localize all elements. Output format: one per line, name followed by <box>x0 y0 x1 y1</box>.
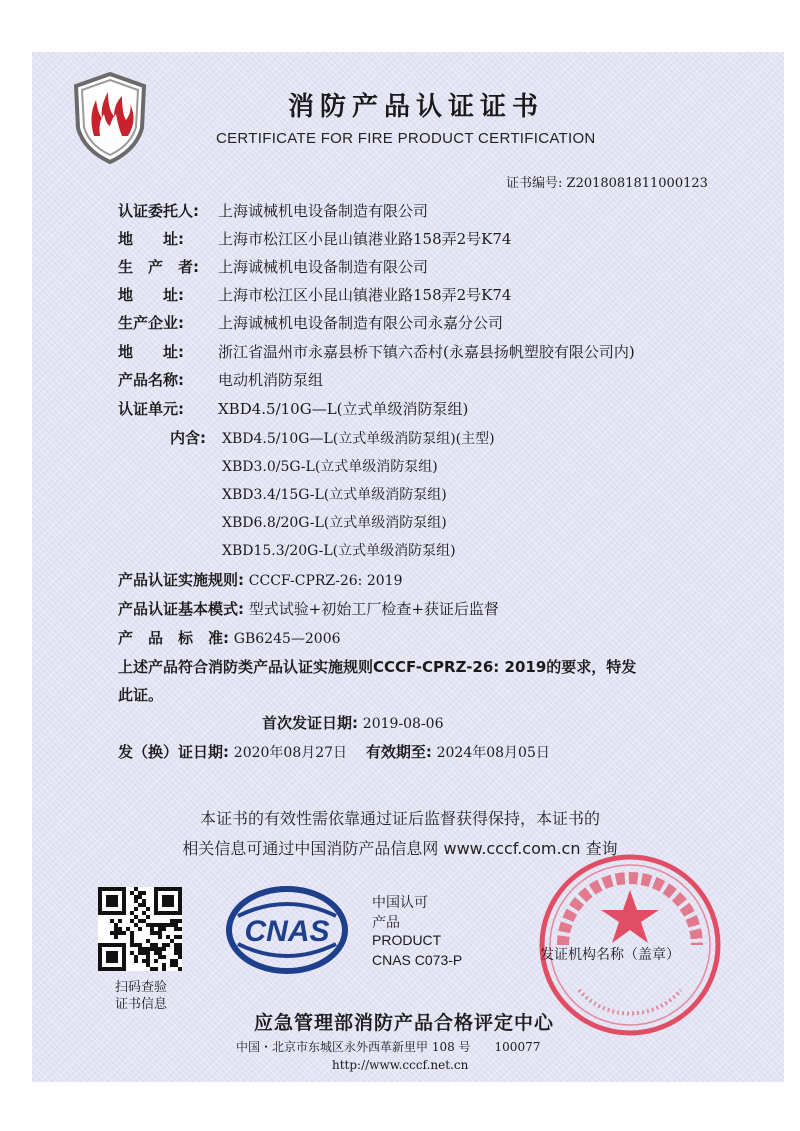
cnas-logo-icon <box>226 886 348 974</box>
cnas-line2: 产品 <box>372 914 400 930</box>
contains-item: XBD15.3/20G-L(立式单级消防泵组) <box>222 543 456 559</box>
website-link[interactable]: http://www.cccf.net.cn <box>332 1058 469 1072</box>
field-row <box>118 369 323 390</box>
field-value: 浙江省温州市永嘉县桥下镇六岙村(永嘉县扬帆塑胶有限公司内) <box>218 343 635 361</box>
rule-label: 产品认证实施规则: <box>118 571 244 589</box>
valid-until-label: 有效期至: <box>365 743 432 761</box>
certificate-number-label: 证书编号: <box>506 176 563 191</box>
contains-row <box>170 427 495 448</box>
reissue-date: 2020年08月27日 <box>233 745 348 761</box>
validity-notice-line1: 本证书的有效性需依靠通过证后监督获得保持，本证书的 <box>199 809 600 828</box>
field-label: 产品名称: <box>118 371 184 389</box>
field-label: 认证委托人: <box>118 202 199 220</box>
qr-code-icon[interactable] <box>98 887 182 971</box>
certificate-number <box>506 172 708 191</box>
field-value: 上海诚械机电设备制造有限公司永嘉分公司 <box>218 314 504 332</box>
conformity-statement-line2: 此证。 <box>118 686 164 704</box>
rule-row <box>118 627 341 648</box>
field-label: 地 址: <box>118 286 184 304</box>
validity-notice-line2: 相关信息可通过中国消防产品信息网 www.cccf.com.cn 查询 <box>182 839 618 858</box>
certificate-number-value: Z2018081811000123 <box>566 176 708 191</box>
reissue-label: 发（换）证日期: <box>118 743 229 761</box>
conformity-statement-line1: 上述产品符合消防类产品认证实施规则CCCF-CPRZ-26: 2019的要求，特发 <box>118 658 637 676</box>
field-label: 生 产 者: <box>118 258 199 276</box>
issue-dates-row <box>118 741 550 762</box>
field-value: 电动机消防泵组 <box>218 371 324 389</box>
issuer-label: 发证机构名称（盖章） <box>540 947 680 963</box>
field-row <box>118 312 503 333</box>
field-value: 上海诚械机电设备制造有限公司 <box>218 202 429 220</box>
contains-item: XBD6.8/20G-L(立式单级消防泵组) <box>222 515 447 531</box>
field-row <box>118 341 635 362</box>
issuing-center-address: 中国・北京市东城区永外西革新里甲 108 号 100077 <box>236 1040 541 1054</box>
field-label: 生产企业: <box>118 314 184 332</box>
field-value: 上海诚械机电设备制造有限公司 <box>218 258 429 276</box>
rule-value: CCCF-CPRZ-26: 2019 <box>248 573 403 589</box>
rule-label: 产品认证基本模式: <box>118 600 244 618</box>
first-issue-date: 2019-08-06 <box>362 716 444 732</box>
field-value: 上海市松江区小昆山镇港业路158弄2号K74 <box>218 286 512 304</box>
field-row <box>118 228 511 249</box>
certificate-title: 消防产品认证证书 <box>288 92 545 122</box>
field-label: 认证单元: <box>118 400 184 418</box>
contains-label: 内含: <box>170 429 206 447</box>
rule-row <box>118 598 499 619</box>
field-label: 地 址: <box>118 230 184 248</box>
field-row <box>118 200 428 221</box>
field-row <box>118 256 428 277</box>
rule-label: 产 品 标 准: <box>118 629 229 647</box>
cnas-logo-text: CNAS <box>244 915 330 948</box>
rule-row <box>118 569 402 590</box>
cnas-line4: CNAS C073-P <box>372 952 463 968</box>
field-value: 上海市松江区小昆山镇港业路158弄2号K74 <box>218 230 512 248</box>
field-label: 地 址: <box>118 343 184 361</box>
field-value: XBD4.5/10G—L(立式单级消防泵组) <box>218 400 469 418</box>
field-row <box>118 284 511 305</box>
rule-value: GB6245—2006 <box>233 631 341 647</box>
qr-label-line2: 证书信息 <box>114 997 167 1012</box>
certificate-subtitle: CERTIFICATE FOR FIRE PRODUCT CERTIFICATION <box>216 130 596 147</box>
first-issue-label: 首次发证日期: <box>262 714 358 732</box>
cnas-line1: 中国认可 <box>372 894 428 910</box>
contains-item: XBD3.0/5G-L(立式单级消防泵组) <box>222 459 438 475</box>
fire-shield-logo-icon <box>70 70 150 166</box>
valid-until-date: 2024年08月05日 <box>436 745 550 761</box>
contains-item: XBD3.4/15G-L(立式单级消防泵组) <box>222 487 447 503</box>
rule-value: 型式试验+初始工厂检查+获证后监督 <box>248 600 499 618</box>
cnas-line3: PRODUCT <box>372 932 442 948</box>
qr-label-line1: 扫码查验 <box>114 980 167 995</box>
first-issue-row <box>262 712 444 733</box>
field-row <box>118 398 468 419</box>
contains-item: XBD4.5/10G—L(立式单级消防泵组)(主型) <box>222 431 495 447</box>
issuing-center-name: 应急管理部消防产品合格评定中心 <box>254 1012 555 1034</box>
